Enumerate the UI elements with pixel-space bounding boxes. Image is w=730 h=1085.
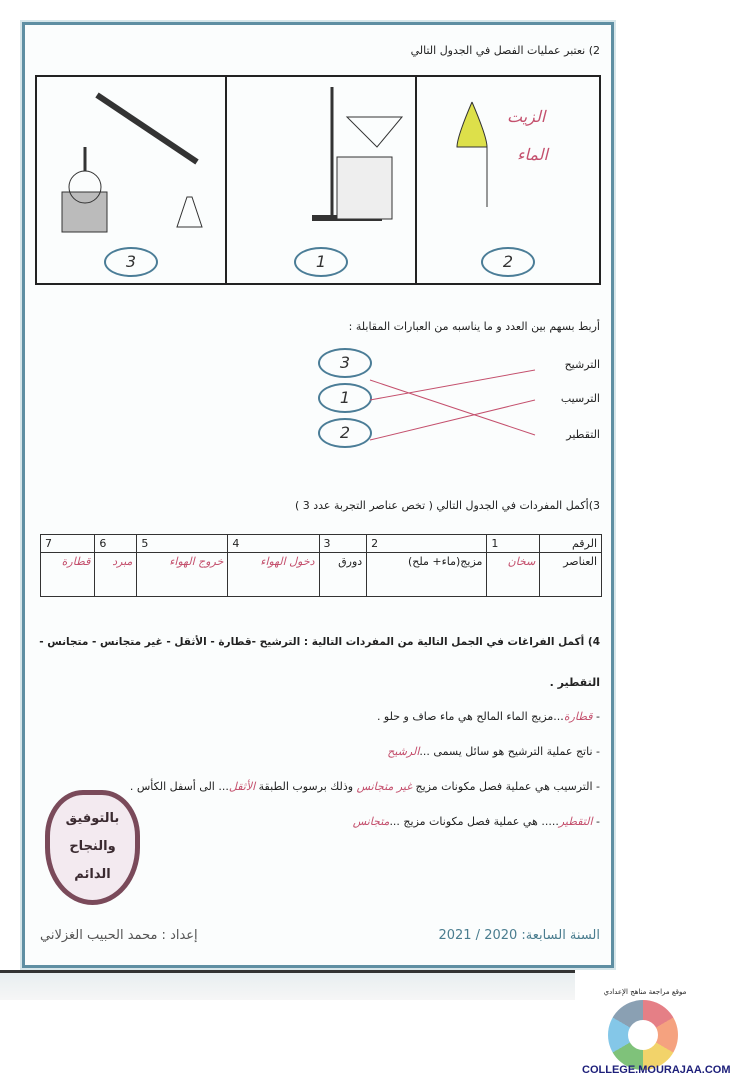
separatory-funnel-icon <box>417 77 507 217</box>
footer-author: إعداد : محمد الحبيب الغزلاني <box>40 928 198 943</box>
table-header: الرقم <box>540 535 602 553</box>
match-arrows <box>360 355 540 445</box>
site-url[interactable]: COLLEGE.MOURAJAA.COM <box>582 1064 730 1076</box>
footer-year: السنة السابعة: 2020 / 2021 <box>438 928 600 943</box>
table-cell: 4 <box>228 535 319 553</box>
match-number: 2 <box>318 418 372 448</box>
match-term: الترسيب <box>560 392 600 405</box>
sentence-text: ..... هي عملية فصل مكونات مزيج ... <box>389 815 559 828</box>
table-cell: دورق <box>319 553 367 597</box>
site-logo <box>608 1000 678 1070</box>
good-luck-stamp: بالتوفيق والنجاح الدائم <box>45 790 140 905</box>
sentence-text: ... الى أسفل الكأس . <box>129 780 229 793</box>
table-cell: 1 <box>487 535 540 553</box>
table-cell: خروج الهواء <box>137 553 228 597</box>
section3-heading: 3)أكمل المفردات في الجدول التالي ( تخص عناصر التجربة عدد 3 ) <box>294 499 600 512</box>
sentence-text: - ناتج عملية الترشيح هو سائل يسمى ... <box>419 745 600 758</box>
sentence-text: ...مزيج الماء المالح هي ماء صاف و حلو . <box>376 710 564 723</box>
table-cell: 7 <box>41 535 95 553</box>
table-header: العناصر <box>540 553 602 597</box>
sentence-2 <box>387 745 600 758</box>
section4-heading: 4) أكمل الفراغات في الجمل التالية من المفردات التالية : الترشيح -قطارة - الأثقل - غير متجانس - متجانس - <box>39 636 600 648</box>
sentence-4: - التقطير..... هي عملية فصل مكونات مزيج ...متجانس <box>352 815 600 828</box>
panel-number-oval: 2 <box>481 247 535 277</box>
filtration-apparatus-icon <box>227 77 415 237</box>
panel-number-oval: 3 <box>104 247 158 277</box>
table-cell: 6 <box>95 535 137 553</box>
sentence-1: - قطارة...مزيج الماء المالح هي ماء صاف و حلو . <box>376 710 600 723</box>
answer-fill: قطارة <box>563 710 593 723</box>
answer-fill: متجانس <box>352 815 390 828</box>
oil-label: الزيت <box>507 107 546 126</box>
table-cell: دخول الهواء <box>228 553 319 597</box>
panel-filtration <box>225 77 415 283</box>
section2-heading: 2) نعتبر عمليات الفصل في الجدول التالي <box>410 44 600 57</box>
panel-decantation <box>415 77 599 283</box>
table-cell: 2 <box>367 535 487 553</box>
table-cell: 3 <box>319 535 367 553</box>
distillation-apparatus-icon <box>37 77 225 237</box>
section4-heading-cont: التقطير . <box>549 676 600 689</box>
apparatus-panels <box>35 75 601 285</box>
table-cell: 5 <box>137 535 228 553</box>
answer-fill: التقطير <box>558 815 593 828</box>
scan-edge <box>0 970 575 1000</box>
sentence-3 <box>130 780 600 793</box>
table-cell: قطارة <box>41 553 95 597</box>
panel-number-oval: 1 <box>294 247 348 277</box>
sentence-text: وذلك برسوب الطبقة <box>258 780 354 793</box>
match-number: 3 <box>318 348 372 378</box>
elements-table <box>40 534 602 597</box>
sentence-text: - الترسيب هي عملية فصل مكونات مزيج <box>415 780 600 793</box>
water-label: الماء <box>517 145 548 164</box>
panel-distillation <box>37 77 225 283</box>
answer-fill: الرشيح <box>387 745 420 758</box>
table-cell: مزيج(ماء+ ملح) <box>367 553 487 597</box>
table-cell: مبرد <box>95 553 137 597</box>
answer-fill: الأثقل <box>228 780 256 793</box>
answer-fill: غير متجانس <box>356 780 412 793</box>
match-term: الترشيح <box>564 358 600 371</box>
table-cell: سخان <box>487 553 540 597</box>
logo-arc-text: موقع مراجعة مناهج الإعدادي <box>603 988 687 996</box>
match-term: التقطير <box>566 428 600 441</box>
match-instruction: أربط بسهم بين العدد و ما يناسبه من العبارات المقابلة : <box>348 320 600 333</box>
match-number: 1 <box>318 383 372 413</box>
